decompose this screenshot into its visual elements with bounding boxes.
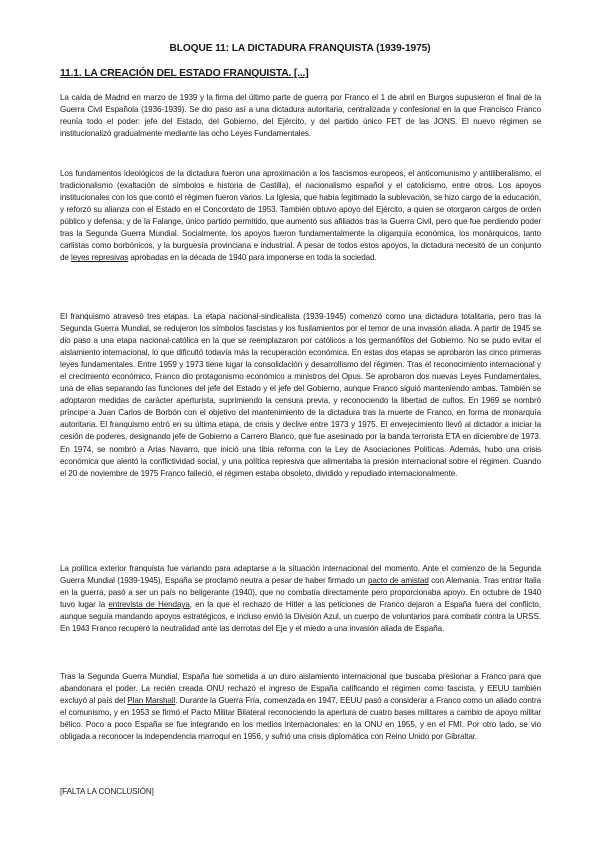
link-leyes-represivas[interactable]: leyes represivas: [71, 253, 129, 263]
paragraph-text: Los fundamentos ideológicos de la dictadura fueron una aproximación a los fascismos europeos, el anticomunismo y antiliberalismo, el tradicionalismo (exaltación de símbolos e historia de Castilla), el nacionalismo español y el catolicismo, entre otros. Los apoyos institucionales con los que contó el régimen fueron varios. La Iglesia, que había legitimado la sublevación, se hizo cargo de la educación, y reforzó su alianza con el Estado en el Concordato de 1953. También obtuvo apoyo del Ejército, a quien se otorgaron cargos de orden público y defensa; y de la Falange, único partido permitido, que aumentó sus afiliados tras la Guerra Civil, pero que fue perdiendo poder tras la Segunda Guerra Mundial. Socialmente, los apoyos fueron fundamentalmente la oligarquía económica, los monárquicos, tanto carlistas como borbónicos, y la burguesía provinciana e industrial. A pesar de todos estos apoyos, la dictadura necesitó de un conjunto de: [60, 169, 541, 263]
paragraph-post-war-isolation: [60, 671, 541, 743]
link-pacto-de-amistad[interactable]: pacto de amistad: [367, 576, 429, 586]
paragraph-text: Tras la Segunda Guerra Mundial, España fue sometida a un duro aislamiento internacional que buscaba presionar a Franco para que abandonara el poder. La recién creada ONU rechazó el ingreso de España calificando el régimen como fascista, y EEUU también excluyó al país del: [60, 672, 541, 706]
paragraph-text: La política exterior franquista fue variando para adaptarse a la situación internacional del momento. Ante el comienzo de la Segunda Guerra Mundial (1939-1945), España se proclamó neutra a pesar de haber firmado un: [60, 564, 541, 586]
paragraph-text: , en la que el rechazo de Hitler a las peticiones de Franco dejaron a España fuera del conflicto, aunque seguía mandando apoyos estratégicos, e incluso envió la División Azul, un cuerpo de voluntarios para combatir contra la URSS. En 1943 Franco recuperó la neutralidad ante las derrotas del Eje y el miedo a una invasión aliada de España.: [60, 600, 541, 634]
link-entrevista-de-hendaya[interactable]: entrevista de Hendaya: [108, 600, 190, 610]
paragraph-text: . Durante la Guerra Fría, comenzada en 1947, EEUU pasó a considerar a Franco como un aliado contra el comunismo, y en 1953 se firmó el Pacto Militar Bilateral reconociendo la apertura de cuatro bases militares a cambio de apoyo militar bélico. Poco a poco España se fue integrando en los medios internacionales: en la ONU en 1955, y en el FMI. Por otro lado, se vio obligada a reconocer la independencia marroquí en 1956, y sufrió una crisis diplomática con Reino Unido por Gibraltar.: [60, 696, 542, 742]
paragraph-ideological-foundations: [60, 168, 541, 264]
link-plan-marshall[interactable]: Plan Marshall: [127, 696, 176, 706]
section-heading: 11.1. LA CREACIÓN DEL ESTADO FRANQUISTA. [...]: [60, 68, 309, 79]
paragraph-fall-of-madrid: La caída de Madrid en marzo de 1939 y la firma del último parte de guerra por Franco el 1 de abril en Burgos supusieron el final de la Guerra Civil Española (1936-1939). Se dio paso así a una dictadura autoritaria, centralizada y confesional en la que Francisco Franco reunía todo el poder: jefe del Estado, del Gobierno, del Ejército, y del partido único FET de las JONS. El nuevo régimen se institucionalizó gradualmente mediante las ocho Leyes Fundamentales.: [60, 93, 541, 139]
paragraph-foreign-policy: [60, 563, 541, 635]
paragraph-text: con Alemania. Tras entrar Italia en la guerra, pasó a ser un país no beligerante (1940), que no combatía directamente pero proporcionaba apoyo. En octubre de 1940 tuvo lugar la: [60, 576, 541, 610]
paragraph-text: aprobadas en la década de 1940 para imponerse en toda la sociedad.: [128, 253, 377, 263]
missing-conclusion-note: [FALTA LA CONCLUSIÓN]: [60, 787, 154, 796]
paragraph-three-stages: El franquismo atravesó tres etapas. La etapa nacional-sindicalista (1939-1945) comenzó como una dictadura totalitaria, pero tras la Segunda Guerra Mundial, se redujeron los símbolos fascistas y los fusilamientos por el temor de una invasión aliada. A partir de 1945 se dio paso a una etapa nacional-católica en la que se reemplazaron por católicos a los germanófilos del Gobierno. No se pudo evitar el aislamiento internacional, lo que dificultó todavía más la recuperación económica. En estas dos etapas se aprobaron las cinco primeras leyes fundamentales. Entre 1959 y 1973 tiene lugar la consolidación y desarrollismo del régimen. Tras el reconocimiento internacional y el crecimiento económico, Franco dio protagonismo económico a ministros del Opus. Se aprobaron dos nuevas Leyes Fundamentales, una de ellas separando las funciones del jefe del Estado y el jefe del Gobierno, aunque Franco siguió manteniendo ambas. También se adoptaron medidas de carácter aperturista, suprimiendo la censura previa, y reconociendo la libertad de cultos. En 1969 se nombró príncipe a Juan Carlos de Borbón con el objetivo del mantenimiento de la dictadura tras la muerte de Franco, en forma de monarquía autoritaria. El franquismo entró en su última etapa, de crisis y declive entre 1973 y 1975. El envejecimiento llevó al dictador a iniciar la cesión de poderes, designando jefe de Gobierno a Carrero Blanco, que fue asesinado por la banda terrorista ETA en diciembre de 1973. En 1974, se nombró a Arias Navarro, que inició una tibia reforma con la Ley de Asociaciones Políticas. Además, hubo una crisis económica que alentó la conflictividad social, y una política represiva que alimentaba la presión internacional sobre el régimen. Cuando el 20 de noviembre de 1975 Franco falleció, el régimen estaba obsoleto, dividido y repudiado internacionalmente.: [60, 312, 541, 478]
document-title: BLOQUE 11: LA DICTADURA FRANQUISTA (1939-1975): [169, 43, 431, 54]
